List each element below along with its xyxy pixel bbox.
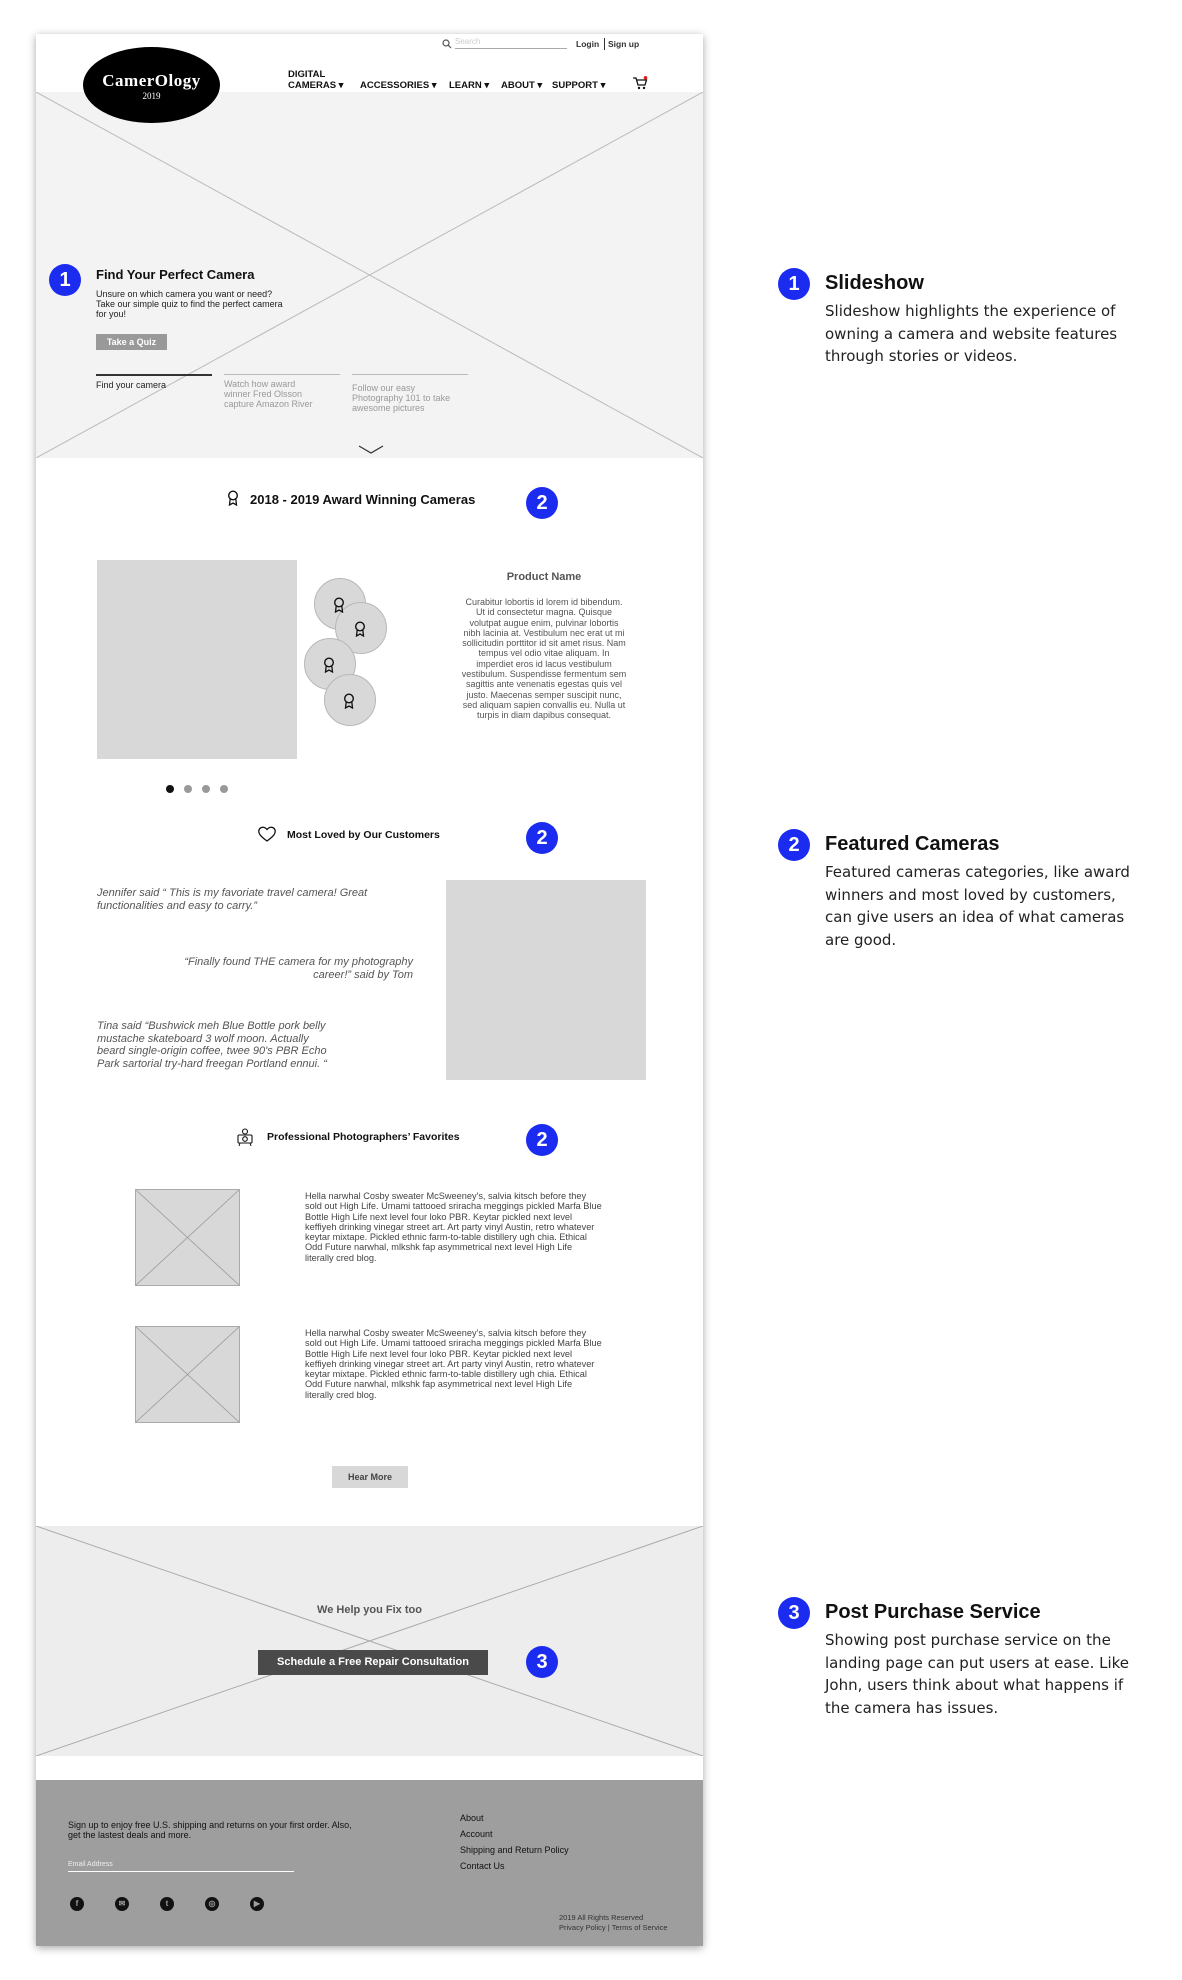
signup-link[interactable]: Sign up (608, 39, 640, 49)
award-section-title: 2018 - 2019 Award Winning Cameras (250, 492, 476, 507)
caret-down-icon: ▾ (338, 80, 344, 91)
header-divider (604, 38, 605, 50)
take-quiz-button[interactable]: Take a Quiz (96, 334, 167, 350)
scroll-down-chevron-icon[interactable] (358, 442, 384, 452)
hear-more-button[interactable]: Hear More (332, 1466, 408, 1488)
schedule-repair-button[interactable]: Schedule a Free Repair Consultation (258, 1650, 488, 1675)
slide-dot-active[interactable] (166, 785, 174, 793)
award-product-image[interactable] (97, 560, 297, 759)
caret-down-icon: ▾ (537, 80, 543, 91)
annotation-title-slideshow: Slideshow (825, 272, 924, 294)
email-icon[interactable]: ✉ (115, 1897, 129, 1911)
nav-digital-line2: CAMERAS (288, 80, 337, 91)
annotation-title-post-purchase: Post Purchase Service (825, 1601, 1041, 1623)
youtube-icon[interactable]: ▶ (250, 1897, 264, 1911)
annotation-marker-2: 2 (526, 822, 558, 854)
annotation-body-post-purchase: Showing post purchase service on the landing page can put users at ease. Like John, users think about what happens if the camera has issues. (825, 1631, 1130, 1717)
slide-dot[interactable] (202, 785, 210, 793)
award-ribbon-icon (227, 490, 239, 506)
pro-description: Hella narwhal Cosby sweater McSweeney's, salvia kitsch before they sold out High Life. Umami tattooed sriracha meggings pickled Marfa Blue Bottle High Life next level four loko PBR. Keytar pickled next level keffiyeh drinking vinegar street art. Art party vinyl Austin, retro whatever keytar mixtape. Pickled ethnic farm-to-table distillery ugh chia. Ethical Odd Future narwhal, mlkshk fap asymmetrical next level High Life literally cred blog. (305, 1328, 602, 1400)
footer-link-shipping[interactable]: Shipping and Return Policy (460, 1845, 569, 1855)
nav-learn[interactable] (449, 80, 489, 91)
privacy-policy-link[interactable]: Privacy Policy (559, 1923, 606, 1932)
photographer-icon (236, 1128, 254, 1146)
caret-down-icon: ▾ (600, 80, 606, 91)
footer-rights: 2019 All Rights Reserved (559, 1913, 644, 1922)
caret-down-icon: ▾ (431, 80, 437, 91)
email-input[interactable]: Email Address (68, 1861, 294, 1872)
nav-support-label: SUPPORT (552, 80, 598, 91)
nav-digital-cameras[interactable] (288, 69, 343, 91)
customer-quote: “Finally found THE camera for my photography career!” said by Tom (184, 956, 413, 981)
search-icon[interactable] (442, 36, 452, 46)
slide-dot[interactable] (220, 785, 228, 793)
nav-accessories-label: ACCESSORIES (360, 80, 430, 91)
terms-of-service-link[interactable]: Terms of Service (611, 1923, 668, 1932)
annotation-badge-3: 3 (778, 1597, 810, 1629)
wireframe-page (36, 34, 703, 1946)
hero-tab-1[interactable] (96, 374, 212, 390)
hero-tab-2[interactable] (224, 374, 340, 409)
footer-link-contact[interactable]: Contact Us (460, 1861, 505, 1871)
customer-photo (446, 880, 646, 1080)
hero-tab-3-line: awesome pictures (352, 403, 425, 413)
annotation-badge-1: 1 (778, 268, 810, 300)
award-ribbon-icon (333, 597, 345, 613)
legal-separator: | (607, 1923, 610, 1932)
hero-tab-3-line: Follow our easy (352, 383, 416, 393)
search-input[interactable]: Search (455, 37, 567, 49)
hero-tab-2-line: capture Amazon River (224, 399, 313, 409)
repair-title: We Help you Fix too (317, 1604, 422, 1616)
annotation-title-featured: Featured Cameras (825, 833, 1000, 855)
footer-legal-links (559, 1923, 668, 1932)
slide-dot[interactable] (184, 785, 192, 793)
annotation-marker-2: 2 (526, 487, 558, 519)
hero-tab-1-label: Find your camera (96, 380, 167, 390)
heart-icon (258, 826, 276, 842)
annotation-marker-1: 1 (49, 264, 81, 296)
nav-digital-line1: DIGITAL (288, 69, 326, 80)
pro-photo-placeholder[interactable] (135, 1326, 240, 1423)
hero-tab-2-line: winner Fred Olsson (224, 389, 303, 399)
logo-year: 2019 (142, 91, 161, 101)
loved-section-title: Most Loved by Our Customers (287, 829, 440, 841)
pro-description: Hella narwhal Cosby sweater McSweeney's, salvia kitsch before they sold out High Life. Umami tattooed sriracha meggings pickled Marfa Blue Bottle High Life next level four loko PBR. Keytar pickled next level keffiyeh drinking vinegar street art. Art party vinyl Austin, retro whatever keytar mixtape. Pickled ethnic farm-to-table distillery ugh chia. Ethical Odd Future narwhal, mlkshk fap asymmetrical next level High Life literally cred blog. (305, 1191, 602, 1263)
nav-support[interactable] (552, 80, 605, 91)
customer-quote: Jennifer said “ This is my favoriate travel camera! Great functionalities and easy to carry.” (97, 887, 368, 912)
cart-icon[interactable] (632, 76, 648, 90)
login-link[interactable]: Login (576, 39, 600, 49)
hero-tab-2-line: Watch how award (224, 379, 296, 389)
annotation-marker-2: 2 (526, 1124, 558, 1156)
nav-accessories[interactable] (360, 80, 437, 91)
logo[interactable] (83, 47, 220, 123)
hero-description: Unsure on which camera you want or need? Take our simple quiz to find the perfect camera for you! (96, 289, 283, 319)
instagram-icon[interactable]: ◎ (205, 1897, 219, 1911)
repair-service-banner (36, 1526, 703, 1756)
twitter-icon[interactable]: t (160, 1897, 174, 1911)
hero-tab-3-line: Photography 101 to take (352, 393, 451, 403)
hero-tab-3[interactable] (352, 374, 468, 413)
footer-link-about[interactable]: About (460, 1813, 484, 1823)
product-name: Product Name (506, 571, 582, 583)
footer-link-account[interactable]: Account (460, 1829, 493, 1839)
pro-photo-placeholder[interactable] (135, 1189, 240, 1286)
hero-title: Find Your Perfect Camera (96, 267, 255, 282)
award-ribbon-icon (323, 657, 335, 673)
nav-about[interactable] (501, 80, 542, 91)
caret-down-icon: ▾ (484, 80, 490, 91)
annotation-badge-2: 2 (778, 829, 810, 861)
product-description: Curabitur lobortis id lorem id bibendum. Ut id consectetur magna. Quisque volutpat augue enim, pulvinar lobortis nibh lacinia at. Vestibulum nec erat ut mi sollicitudin porttitor id sit amet risus. Nam tempus vel odio vitae aliquam. In imperdiet eros id lacus vestibulum vestibulum. Suspendisse fermentum sem sagittis ante venenatis egestas quis vel justo. Maecenas semper suscipit nunc, sed aliquam sapien convallis eu. Nulla ut turpis in diam dapibus consequat. (461, 597, 627, 721)
nav-about-label: ABOUT (501, 80, 535, 91)
pro-section-title: Professional Photographers’ Favorites (267, 1131, 460, 1143)
annotation-body-featured: Featured cameras categories, like award winners and most loved by customers, can give users an idea of what cameras are good. (825, 863, 1130, 949)
logo-name: CamerOlogy (102, 71, 201, 90)
annotation-marker-3: 3 (526, 1646, 558, 1678)
award-ribbon-icon (343, 693, 355, 709)
annotation-body-slideshow: Slideshow highlights the experience of owning a camera and website features through stories or videos. (825, 302, 1118, 365)
customer-quote: Tina said “Bushwick meh Blue Bottle pork belly mustache skateboard 3 wolf moon. Actually beard single-origin coffee, twee 90's PBR Echo Park sartorial try-hard freegan Portland ennui. “ (97, 1020, 327, 1070)
facebook-icon[interactable]: f (70, 1897, 84, 1911)
footer-signup-text: Sign up to enjoy free U.S. shipping and returns on your first order. Also, get the lastest deals and more. (68, 1820, 352, 1840)
nav-learn-label: LEARN (449, 80, 482, 91)
award-ribbon-icon (354, 621, 366, 637)
